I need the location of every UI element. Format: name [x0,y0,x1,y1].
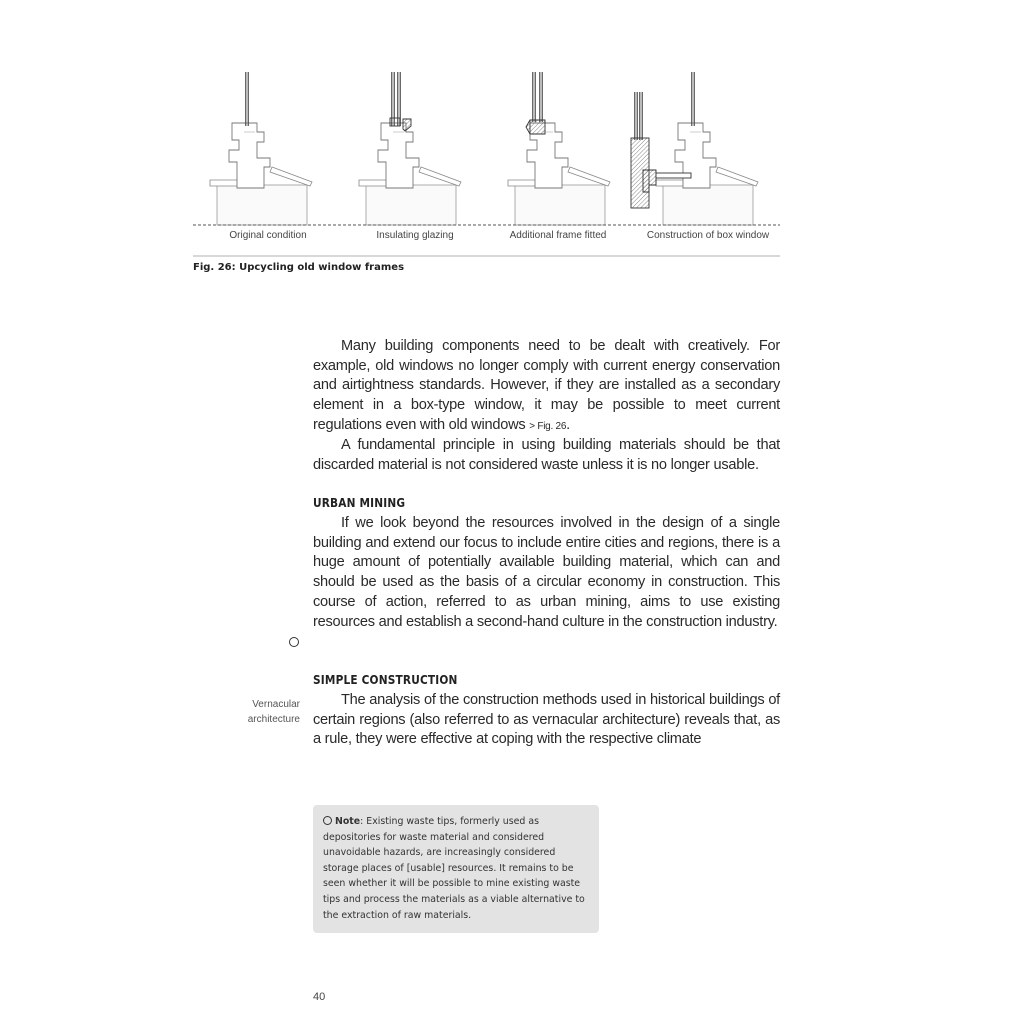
paragraph-urban-mining: If we look beyond the resources involved in the design of a single building and extend our focus to include entire cities and regions, there is a huge amount of potentially available building material, which can and should be used as the basis of a circular economy in construction. This course of action, referred to as urban mining, aims to use existing resources and establish a second-hand culture in the construction industry. [313,515,780,630]
window-section-additional [508,72,610,225]
heading-simple-construction: SIMPLE CONSTRUCTION [313,673,458,687]
paragraph-discarded-material: A fundamental principle in using building materials should be that discarded material is not considered waste unless it is no longer usable. [313,437,780,473]
note-circle-icon [323,816,332,825]
panel-label-box: Construction of box window [646,230,770,241]
window-section-original [210,72,312,225]
page-number: 40 [313,991,326,1003]
note-box [313,805,599,933]
margin-note-line-1: Vernacular [252,699,300,710]
panel-label-additional: Additional frame fitted [509,230,607,241]
margin-note-line-2: architecture [247,714,300,725]
window-section-insulating [359,72,461,225]
heading-urban-mining: URBAN MINING [313,496,406,510]
note-text: : Existing waste tips, formerly used as depositories for waste material and considered unavoidable hazards, are increasingly considered storage places of [usable] resources. It remains to be seen whether it will be possible to mine existing waste tips and process the materials as a viable alternative to the extraction of raw materials. [323,816,585,921]
figure-reference[interactable]: > Fig. 26 [529,420,567,432]
window-figure [190,60,782,260]
panel-label-original: Original condition [229,230,307,241]
paragraph-creative-components [313,337,780,437]
paragraph-simple-construction: The analysis of the construction methods used in historical buildings of certain regions (also referred to as vernacular architecture) reveals that, as a rule, they were effective at coping with the respective climate [313,692,780,748]
note-label: Note [335,816,361,827]
figure-caption: Fig. 26: Upcycling old window frames [193,262,405,273]
paragraph-1-end: . [566,416,570,433]
margin-note-vernacular [225,697,300,727]
window-section-box [631,72,758,225]
note-marker-icon [289,637,299,647]
paragraph-1-text: Many building components need to be dealt with creatively. For example, old windows no longer comply with current energy conservation and airtightness standards. However, if they are installed as a secondary element in a box-type window, it may be possible to meet current regulations even with old windows [313,338,780,433]
panel-label-insulating: Insulating glazing [376,230,454,241]
